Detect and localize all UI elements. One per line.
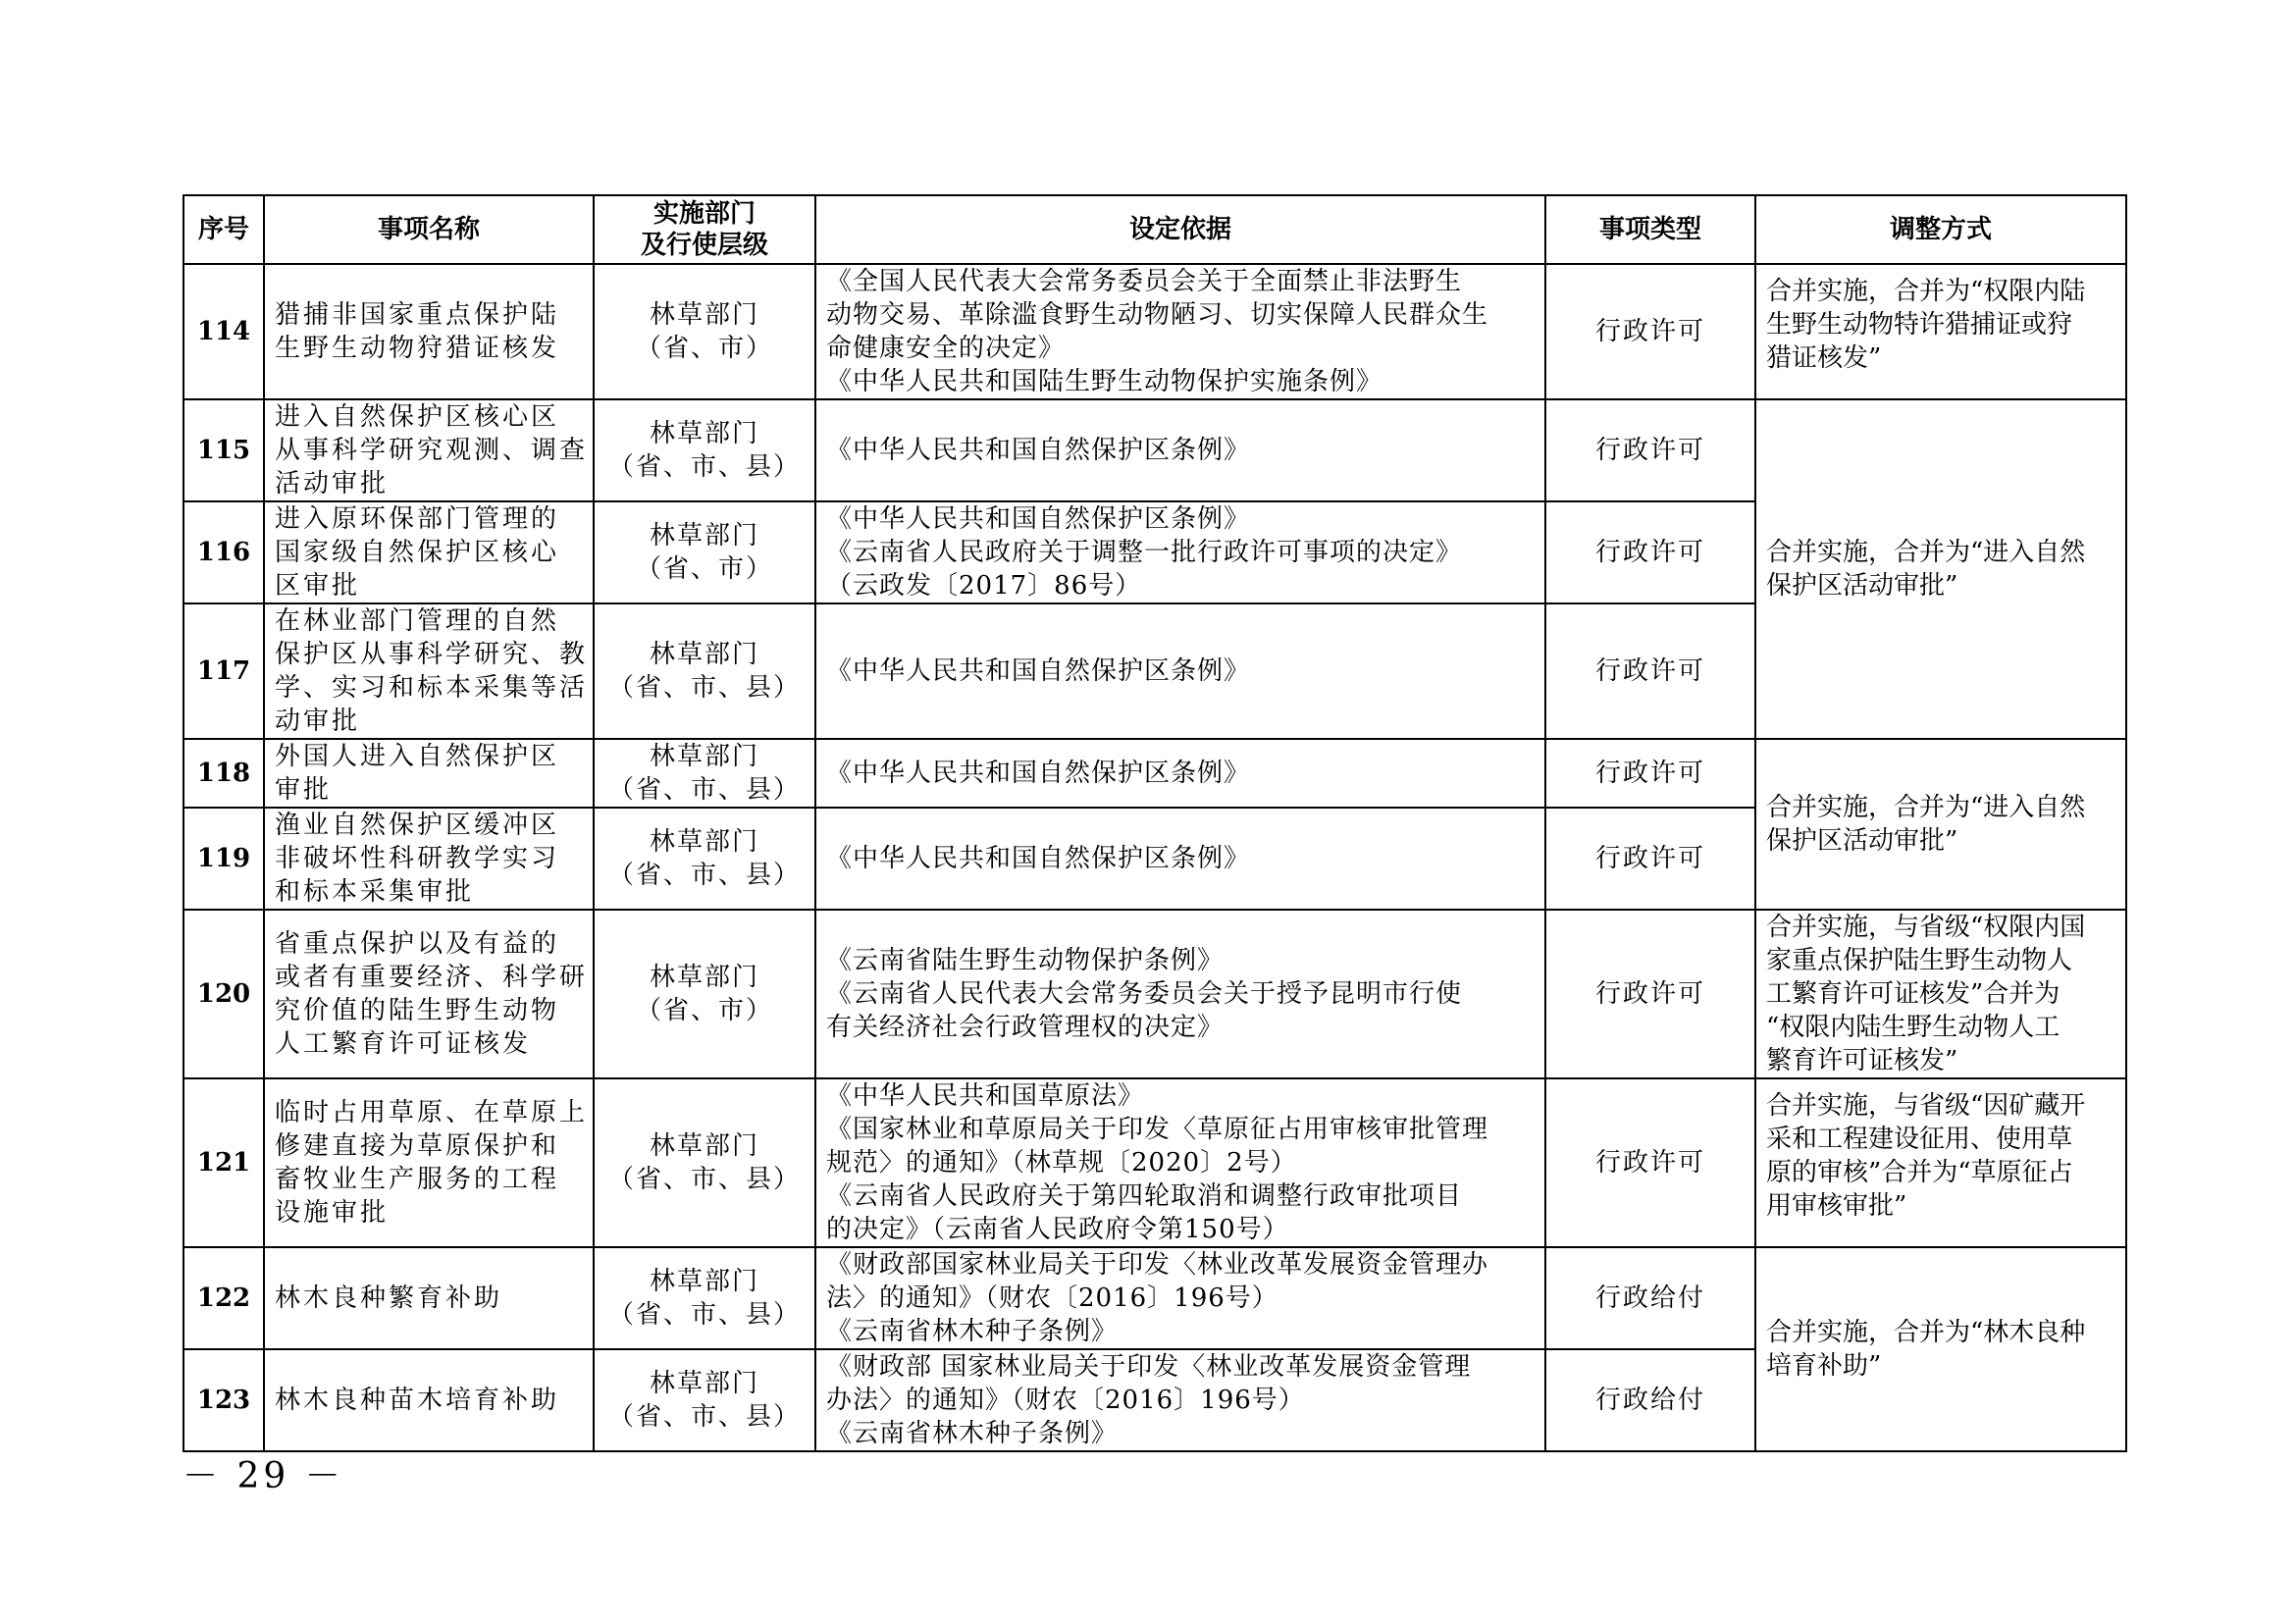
item-dept-line: （省、市） xyxy=(635,996,773,1025)
header-no: 序号 xyxy=(183,195,264,264)
item-adjust-line: 合并实施，合并为“权限内陆 xyxy=(1766,277,2086,306)
item-dept xyxy=(594,1247,815,1349)
item-basis-line: 《财政部 国家林业局关于印发〈林业改革发展资金管理 xyxy=(826,1352,1472,1382)
item-basis-line: 《云南省林木种子条例》 xyxy=(826,1317,1119,1346)
item-basis-line: 《中华人民共和国自然保护区条例》 xyxy=(826,504,1251,534)
item-dept xyxy=(594,501,815,603)
item-type: 行政许可 xyxy=(1545,603,1755,739)
table-row xyxy=(183,399,2126,501)
item-adjust-merged xyxy=(1755,399,2126,739)
item-type: 行政许可 xyxy=(1545,1078,1755,1247)
item-dept-line: （省、市） xyxy=(635,334,773,363)
item-type: 行政许可 xyxy=(1545,501,1755,603)
item-name-line: 和标本采集审批 xyxy=(275,877,475,907)
item-dept-line: （省、市） xyxy=(635,554,773,584)
item-type: 行政许可 xyxy=(1545,808,1755,910)
item-adjust-line: 合并实施，合并为“进入自然 xyxy=(1766,538,2086,567)
item-dept xyxy=(594,1078,815,1247)
item-basis-line: 《中华人民共和国自然保护区条例》 xyxy=(826,656,1251,686)
row-number: 115 xyxy=(183,399,264,501)
item-adjust-merged xyxy=(1755,739,2126,910)
item-dept xyxy=(594,910,815,1078)
item-name xyxy=(264,1247,594,1349)
item-name xyxy=(264,910,594,1078)
item-dept-line: 林草部门 xyxy=(649,1369,759,1398)
item-dept-line: （省、市、县） xyxy=(607,452,801,482)
item-name-line: 活动审批 xyxy=(275,469,390,498)
row-number: 116 xyxy=(183,501,264,603)
item-adjust-line: 合并实施，合并为“进入自然 xyxy=(1766,793,2086,822)
item-adjust-line: 采和工程建设征用、使用草 xyxy=(1766,1125,2073,1154)
item-adjust xyxy=(1755,1078,2126,1247)
item-name-line: 非破坏性科研教学实习 xyxy=(275,844,560,873)
row-number: 122 xyxy=(183,1247,264,1349)
item-name-line: 林木良种苗木培育补助 xyxy=(275,1386,560,1415)
item-name-line: 在林业部门管理的自然 xyxy=(275,606,560,636)
item-name-line: 猎捕非国家重点保护陆 xyxy=(275,300,560,330)
item-name-line: 究价值的陆生野生动物 xyxy=(275,996,560,1025)
item-basis-line: 《云南省人民政府关于第四轮取消和调整行政审批项目 xyxy=(826,1181,1463,1211)
item-dept-line: （省、市、县） xyxy=(607,861,801,890)
table-row xyxy=(183,1078,2126,1247)
item-basis-line: （云政发〔2017〕86号） xyxy=(826,571,1142,601)
item-dept-line: 林草部门 xyxy=(649,640,759,669)
item-name xyxy=(264,739,594,808)
item-basis xyxy=(815,739,1545,808)
item-type: 行政给付 xyxy=(1545,1247,1755,1349)
item-basis-line: 法〉的通知》（财农〔2016〕196号） xyxy=(826,1283,1278,1313)
items-table xyxy=(183,194,2127,1452)
item-dept-line: 林草部门 xyxy=(649,963,759,992)
item-adjust xyxy=(1755,910,2126,1078)
item-basis-line: 《中华人民共和国自然保护区条例》 xyxy=(826,759,1251,788)
item-dept-line: 林草部门 xyxy=(649,827,759,857)
item-type: 行政许可 xyxy=(1545,910,1755,1078)
item-name-line: 动审批 xyxy=(275,707,361,736)
header-adjust: 调整方式 xyxy=(1755,195,2126,264)
item-name-line: 人工繁育许可证核发 xyxy=(275,1029,532,1059)
item-basis-line: 动物交易、革除滥食野生动物陋习、切实保障人民群众生 xyxy=(826,300,1489,330)
item-dept-line: （省、市、县） xyxy=(607,775,801,805)
item-name-line: 进入自然保护区核心区 xyxy=(275,402,560,432)
item-basis-line: 《全国人民代表大会常务委员会关于全面禁止非法野生 xyxy=(826,267,1463,296)
item-basis-line: 《国家林业和草原局关于印发〈草原征占用审核审批管理 xyxy=(826,1115,1489,1144)
item-name-line: 或者有重要经济、科学研 xyxy=(275,963,589,992)
item-type: 行政许可 xyxy=(1545,264,1755,399)
row-number: 118 xyxy=(183,739,264,808)
table-row xyxy=(183,910,2126,1078)
item-adjust-line: 用审核审批” xyxy=(1766,1191,1907,1221)
item-basis-line: 的决定》（云南省人民政府令第150号） xyxy=(826,1215,1289,1244)
item-adjust-line: 生野生动物特许猎捕证或狩 xyxy=(1766,310,2073,340)
item-adjust-line: 合并实施，与省级“因矿藏开 xyxy=(1766,1091,2086,1121)
row-number: 119 xyxy=(183,808,264,910)
item-dept-line: 林草部门 xyxy=(649,742,759,771)
item-type: 行政给付 xyxy=(1545,1349,1755,1451)
table-row xyxy=(183,264,2126,399)
item-basis-line: 《中华人民共和国草原法》 xyxy=(826,1081,1145,1111)
item-dept-line: 林草部门 xyxy=(649,419,759,448)
item-dept-line: （省、市、县） xyxy=(607,673,801,703)
row-number: 121 xyxy=(183,1078,264,1247)
item-basis-line: 规范〉的通知》（林草规〔2020〕2号） xyxy=(826,1148,1297,1178)
item-name xyxy=(264,1078,594,1247)
item-adjust-line: 原的审核”合并为“草原征占 xyxy=(1766,1158,2073,1187)
table-header-row xyxy=(183,195,2126,264)
item-name-line: 进入原环保部门管理的 xyxy=(275,504,560,534)
item-basis xyxy=(815,808,1545,910)
item-adjust-line: 保护区活动审批” xyxy=(1766,571,1958,601)
item-basis xyxy=(815,264,1545,399)
item-basis-line: 《云南省人民政府关于调整一批行政许可事项的决定》 xyxy=(826,538,1463,567)
row-number: 123 xyxy=(183,1349,264,1451)
item-name xyxy=(264,264,594,399)
item-adjust-line: 工繁育许可证核发”合并为 xyxy=(1766,979,2060,1009)
table-row xyxy=(183,739,2126,808)
item-name-line: 渔业自然保护区缓冲区 xyxy=(275,811,560,840)
item-name-line: 设施审批 xyxy=(275,1198,390,1228)
item-name-line: 学、实习和标本采集等活 xyxy=(275,673,589,703)
item-adjust-line: 家重点保护陆生野生动物人 xyxy=(1766,946,2073,975)
item-basis xyxy=(815,1247,1545,1349)
item-dept-line: 林草部门 xyxy=(649,1267,759,1296)
item-dept-line: （省、市、县） xyxy=(607,1165,801,1194)
item-name xyxy=(264,603,594,739)
item-adjust-line: 繁育许可证核发” xyxy=(1766,1046,1958,1075)
header-type: 事项类型 xyxy=(1545,195,1755,264)
item-basis-line: 《中华人民共和国陆生野生动物保护实施条例》 xyxy=(826,367,1383,396)
item-name-line: 林木良种繁育补助 xyxy=(275,1283,503,1313)
item-name-line: 修建直接为草原保护和 xyxy=(275,1131,560,1161)
item-dept-line: 林草部门 xyxy=(649,300,759,330)
item-name-line: 从事科学研究观测、调查 xyxy=(275,436,589,465)
header-dept-line: 及行使层级 xyxy=(640,231,768,260)
item-name-line: 国家级自然保护区核心 xyxy=(275,538,560,567)
item-basis-line: 命健康安全的决定》 xyxy=(826,334,1066,363)
table-row xyxy=(183,1247,2126,1349)
item-basis-line: 《云南省陆生野生动物保护条例》 xyxy=(826,946,1225,975)
item-basis-line: 有关经济社会行政管理权的决定》 xyxy=(826,1013,1225,1042)
item-basis-line: 《云南省人民代表大会常务委员会关于授予昆明市行使 xyxy=(826,979,1463,1009)
row-number: 114 xyxy=(183,264,264,399)
item-adjust-line: “权限内陆生野生动物人工 xyxy=(1766,1013,2060,1042)
item-basis-line: 办法〉的通知》（财农〔2016〕196号） xyxy=(826,1386,1305,1415)
item-basis-line: 《云南省林木种子条例》 xyxy=(826,1419,1119,1448)
item-dept-line: 林草部门 xyxy=(649,1131,759,1161)
item-basis-line: 《中华人民共和国自然保护区条例》 xyxy=(826,844,1251,873)
item-adjust-line: 合并实施，与省级“权限内国 xyxy=(1766,913,2086,942)
item-name xyxy=(264,399,594,501)
item-dept-line: （省、市、县） xyxy=(607,1402,801,1432)
header-basis: 设定依据 xyxy=(815,195,1545,264)
item-basis-line: 《中华人民共和国自然保护区条例》 xyxy=(826,436,1251,465)
item-basis xyxy=(815,1078,1545,1247)
header-dept-line: 实施部门 xyxy=(652,199,756,229)
item-adjust-line: 合并实施，合并为“林木良种 xyxy=(1766,1318,2086,1347)
item-name xyxy=(264,808,594,910)
row-number: 120 xyxy=(183,910,264,1078)
item-dept xyxy=(594,264,815,399)
item-dept-line: （省、市、县） xyxy=(607,1300,801,1330)
item-dept xyxy=(594,603,815,739)
item-basis xyxy=(815,1349,1545,1451)
row-number: 117 xyxy=(183,603,264,739)
item-name-line: 临时占用草原、在草原上 xyxy=(275,1098,589,1127)
item-name-line: 保护区从事科学研究、教 xyxy=(275,640,589,669)
item-basis-line: 《财政部国家林业局关于印发〈林业改革发展资金管理办 xyxy=(826,1250,1489,1280)
item-adjust-line: 保护区活动审批” xyxy=(1766,826,1958,856)
item-name xyxy=(264,501,594,603)
item-adjust xyxy=(1755,264,2126,399)
header-name: 事项名称 xyxy=(264,195,594,264)
item-name xyxy=(264,1349,594,1451)
item-basis xyxy=(815,603,1545,739)
item-name-line: 畜牧业生产服务的工程 xyxy=(275,1165,560,1194)
item-dept xyxy=(594,399,815,501)
item-type: 行政许可 xyxy=(1545,399,1755,501)
item-adjust-line: 培育补助” xyxy=(1766,1351,1882,1381)
item-name-line: 省重点保护以及有益的 xyxy=(275,929,560,959)
header-dept xyxy=(594,195,815,264)
item-basis xyxy=(815,910,1545,1078)
item-name-line: 生野生动物狩猎证核发 xyxy=(275,334,560,363)
item-dept xyxy=(594,739,815,808)
item-name-line: 区审批 xyxy=(275,571,361,601)
item-name-line: 外国人进入自然保护区 xyxy=(275,742,560,771)
item-name-line: 审批 xyxy=(275,775,333,805)
item-dept xyxy=(594,808,815,910)
item-basis xyxy=(815,399,1545,501)
item-dept xyxy=(594,1349,815,1451)
item-adjust-line: 猎证核发” xyxy=(1766,343,1882,373)
page-number: － 29 － xyxy=(183,1456,344,1496)
item-adjust-merged xyxy=(1755,1247,2126,1451)
item-basis xyxy=(815,501,1545,603)
item-type: 行政许可 xyxy=(1545,739,1755,808)
item-dept-line: 林草部门 xyxy=(649,521,759,550)
